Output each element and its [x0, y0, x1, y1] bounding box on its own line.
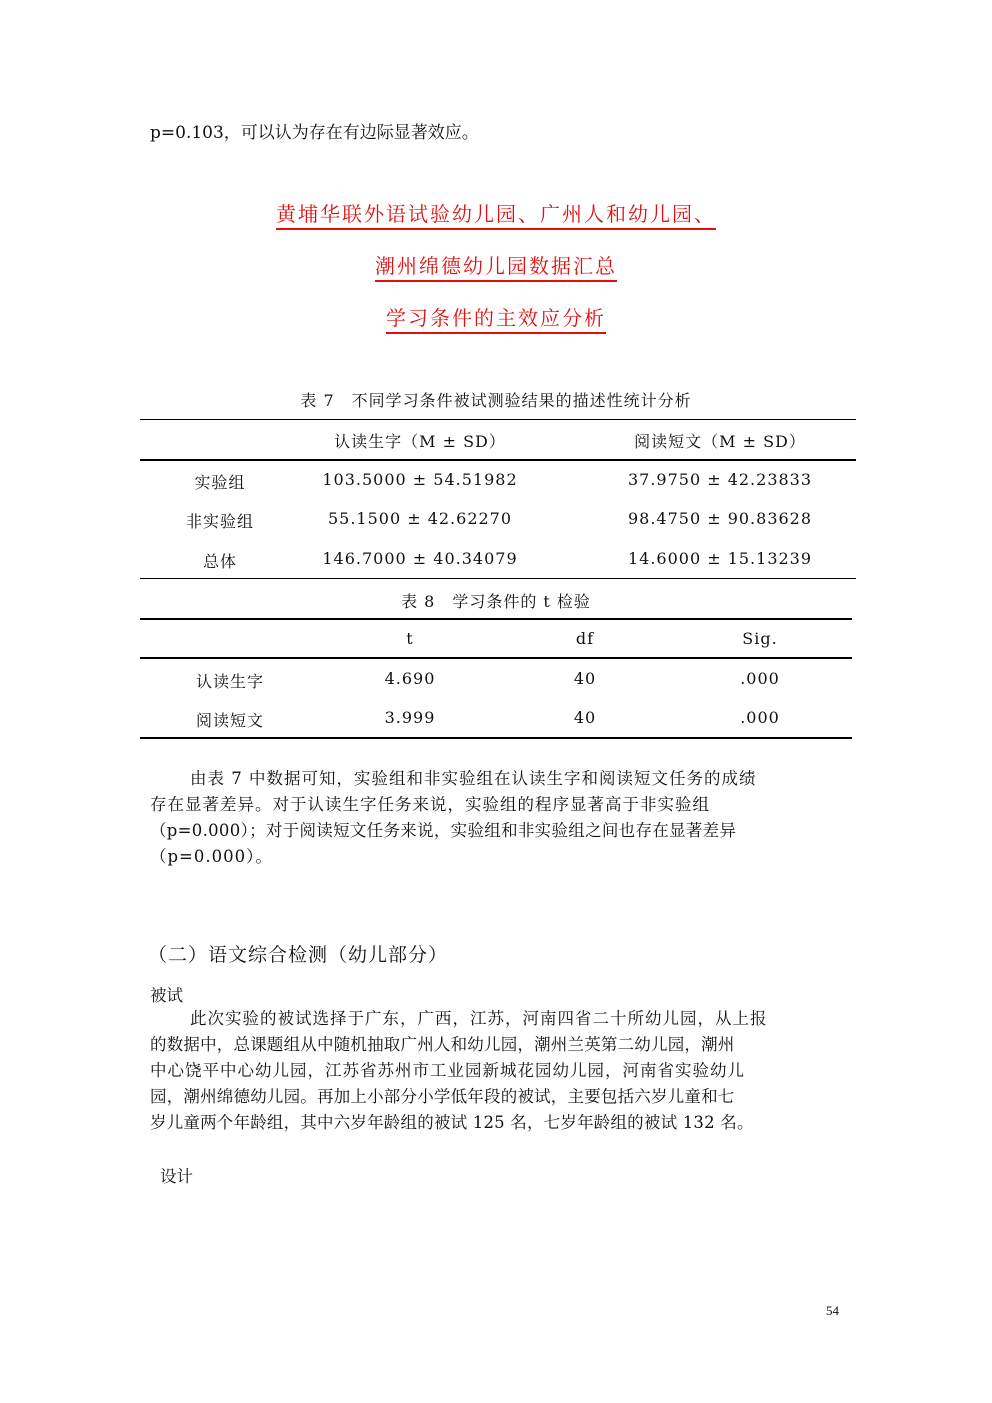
table7-header-2: 阅读短文（M ± SD）	[634, 432, 806, 451]
section-title-1	[0, 198, 992, 227]
subjects-line: 岁儿童两个年龄组，其中六岁年龄组的被试 125 名，七岁年龄组的被试 132 名。	[150, 1113, 754, 1132]
table8-cell: 40	[573, 708, 597, 727]
table8-header-t: t	[406, 629, 414, 648]
table8-row-label: 认读生字	[195, 672, 264, 691]
table7-row-label: 非实验组	[185, 512, 254, 531]
table8-cell: 4.690	[384, 669, 436, 688]
table8-cell: .000	[740, 669, 780, 688]
table7-cell: 55.1500 ± 42.62270	[327, 509, 513, 528]
analysis-line: 存在显著差异。对于认读生字任务来说，实验组的程序显著高于非实验组	[150, 795, 710, 814]
table8-header-df: df	[575, 629, 595, 648]
design-label: 设计	[160, 1167, 193, 1186]
table8-header-rule	[140, 657, 852, 659]
table8-caption: 表 8 学习条件的 t 检验	[401, 592, 591, 611]
table7-cell: 98.4750 ± 90.83628	[627, 509, 813, 528]
analysis-paragraph	[150, 766, 850, 870]
section-title-3	[0, 302, 992, 331]
table7-cell: 146.7000 ± 40.34079	[322, 549, 518, 568]
table8-cell: 40	[573, 669, 597, 688]
table7-bottom-rule	[140, 578, 856, 579]
section-title-1-text: 黄埔华联外语试验幼儿园、广州人和幼儿园、	[276, 202, 716, 230]
analysis-line: （p=0.000）。	[150, 847, 273, 866]
table7-cell: 37.9750 ± 42.23833	[627, 470, 813, 489]
table7-top-rule	[140, 419, 856, 420]
table7-header-rule	[140, 459, 856, 461]
table7-header-1: 认读生字（M ± SD）	[334, 432, 506, 451]
subjects-line: 中心饶平中心幼儿园，江苏省苏州市工业园新城花园幼儿园，河南省实验幼儿	[150, 1061, 745, 1080]
table7-row-label: 实验组	[194, 473, 246, 492]
table8-top-rule	[140, 618, 852, 620]
table7-caption: 表 7 不同学习条件被试测验结果的描述性统计分析	[300, 391, 692, 410]
subjects-paragraph	[150, 1006, 850, 1136]
subjects-line: 的数据中，总课题组从中随机抽取广州人和幼儿园，潮州兰英第二幼儿园，潮州	[150, 1035, 735, 1054]
table8-cell: .000	[740, 708, 780, 727]
table8-header-sig: Sig.	[742, 629, 778, 648]
subjects-label: 被试	[150, 986, 183, 1005]
top-line: p=0.103，可以认为存在有边际显著效应。	[150, 123, 479, 143]
table7-row-label: 总体	[202, 552, 237, 571]
table8-row-label: 阅读短文	[195, 711, 264, 730]
table8-cell: 3.999	[384, 708, 436, 727]
table8-bottom-rule	[140, 737, 852, 739]
page-number: 54	[826, 1303, 839, 1318]
section2-heading: （二）语文综合检测（幼儿部分）	[148, 944, 449, 966]
analysis-line: （p=0.000）；对于阅读短文任务来说，实验组和非实验组之间也存在显著差异	[150, 821, 737, 840]
section-title-3-text: 学习条件的主效应分析	[386, 306, 606, 334]
table7-cell: 14.6000 ± 15.13239	[627, 549, 813, 568]
table7-cell: 103.5000 ± 54.51982	[322, 470, 518, 489]
subjects-line: 此次实验的被试选择于广东，广西，江苏，河南四省二十所幼儿园，从上报	[190, 1009, 768, 1028]
section-title-2	[0, 250, 992, 279]
section-title-2-text: 潮州绵德幼儿园数据汇总	[375, 254, 617, 282]
analysis-line: 由表 7 中数据可知，实验组和非实验组在认读生字和阅读短文任务的成绩	[190, 769, 757, 788]
subjects-line: 园，潮州绵德幼儿园。再加上小部分小学低年段的被试，主要包括六岁儿童和七	[150, 1087, 735, 1106]
